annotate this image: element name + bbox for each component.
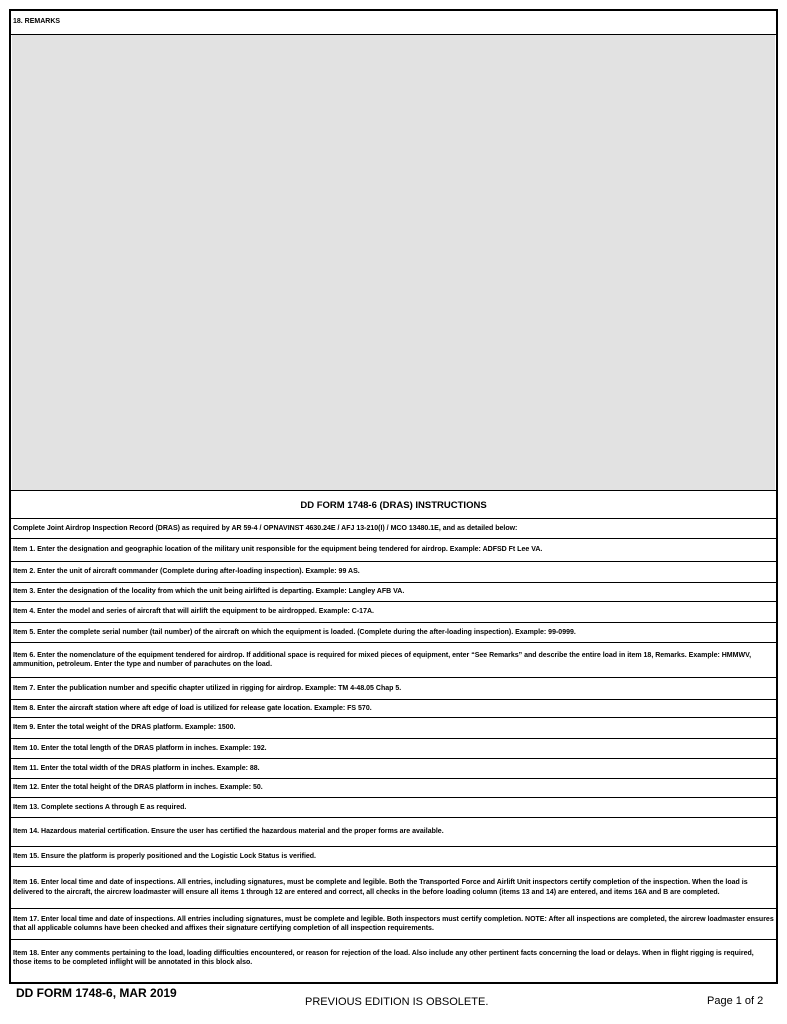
instruction-item-8: Item 8. Enter the aircraft station where aft edge of load is utilized for release gate location. Example: FS 570. <box>11 700 776 718</box>
instruction-item-5: Item 5. Enter the complete serial number (tail number) of the aircraft on which the equipment is loaded. (Complete during the after-loading inspection). Example: 99-0999. <box>11 623 776 643</box>
instructions-section <box>11 490 776 982</box>
instruction-item-18: Item 18. Enter any comments pertaining to the load, loading difficulties encountered, or reason for rejection of the load. Also include any other pertinent facts concerning the load or delays. When in flight rigging is required, those items to be completed inflight will be annotated in this block also. <box>13 949 754 966</box>
edition-note: PREVIOUS EDITION IS OBSOLETE. <box>305 996 489 1008</box>
page-number: Page 1 of 2 <box>707 995 764 1007</box>
form-page <box>9 9 778 984</box>
instruction-item-4: Item 4. Enter the model and series of aircraft that will airlift the equipment to be airdropped. Example: C-17A. <box>11 602 776 623</box>
instruction-item-15: Item 15. Ensure the platform is properly positioned and the Logistic Lock Status is verified. <box>11 847 776 867</box>
instruction-item-7: Item 7. Enter the publication number and specific chapter utilized in rigging for airdrop. Example: TM 4-48.05 Chap 5. <box>11 678 776 700</box>
form-number: DD FORM 1748-6, MAR 2019 <box>16 986 177 1000</box>
instruction-item-16: Item 16. Enter local time and date of inspections. All entries, including signatures, must be complete and legible. Both the Transported Force and Airlift Unit inspectors certify completion of the inspection. When the load is delivered to the aircraft, the aircrew loadmaster will ensure all items 1 through 12 are entered and correct, all checks in the before loading column (items 13 and 14) are entered, and items 16A and B are completed. <box>11 867 776 909</box>
instruction-item-12: Item 12. Enter the total height of the DRAS platform in inches. Example: 50. <box>11 779 776 798</box>
instruction-item-14: Item 14. Hazardous material certification. Ensure the user has certified the hazardous material and the proper forms are available. <box>11 818 776 847</box>
instruction-item-17: Item 17. Enter local time and date of inspections. All entries including signatures, must be complete and legible. Both inspectors must certify completion. NOTE: After all inspections are completed, the aircrew loadmaster ensures that all applicable columns have been checked and affixes their signature certifying completion of all inspection requirements. <box>11 909 776 940</box>
instructions-intro: Complete Joint Airdrop Inspection Record (DRAS) as required by AR 59-4 / OPNAVINST 4630.24E / AFJ 13-210(I) / MCO 13480.1E, and as detailed below: <box>11 519 776 539</box>
instruction-item-13: Item 13. Complete sections A through E as required. <box>11 798 776 818</box>
instruction-item-3: Item 3. Enter the designation of the locality from which the unit being airlifted is departing. Example: Langley AFB VA. <box>11 583 776 602</box>
instruction-item-10: Item 10. Enter the total length of the DRAS platform in inches. Example: 192. <box>11 739 776 759</box>
instruction-item-1: Item 1. Enter the designation and geographic location of the military unit responsible for the equipment being tendered for airdrop. Example: ADFSD Ft Lee VA. <box>11 539 776 562</box>
instructions-title: DD FORM 1748-6 (DRAS) INSTRUCTIONS <box>11 491 776 519</box>
remarks-field[interactable] <box>12 35 775 490</box>
instruction-item-6: Item 6. Enter the nomenclature of the equipment tendered for airdrop. If additional space is required for mixed pieces of equipment, enter “See Remarks” and describe the entire load in item 18, Remarks. Example: HMMWV, ammunition, petroleum. Enter the type and number of parachutes on the load. <box>11 643 776 678</box>
remarks-label: 18. REMARKS <box>11 11 776 35</box>
instruction-item-11: Item 11. Enter the total width of the DRAS platform in inches. Example: 88. <box>11 759 776 779</box>
instruction-item-9: Item 9. Enter the total weight of the DRAS platform. Example: 1500. <box>11 718 776 739</box>
instruction-item-2: Item 2. Enter the unit of aircraft commander (Complete during after-loading inspection). Example: 99 AS. <box>11 562 776 583</box>
